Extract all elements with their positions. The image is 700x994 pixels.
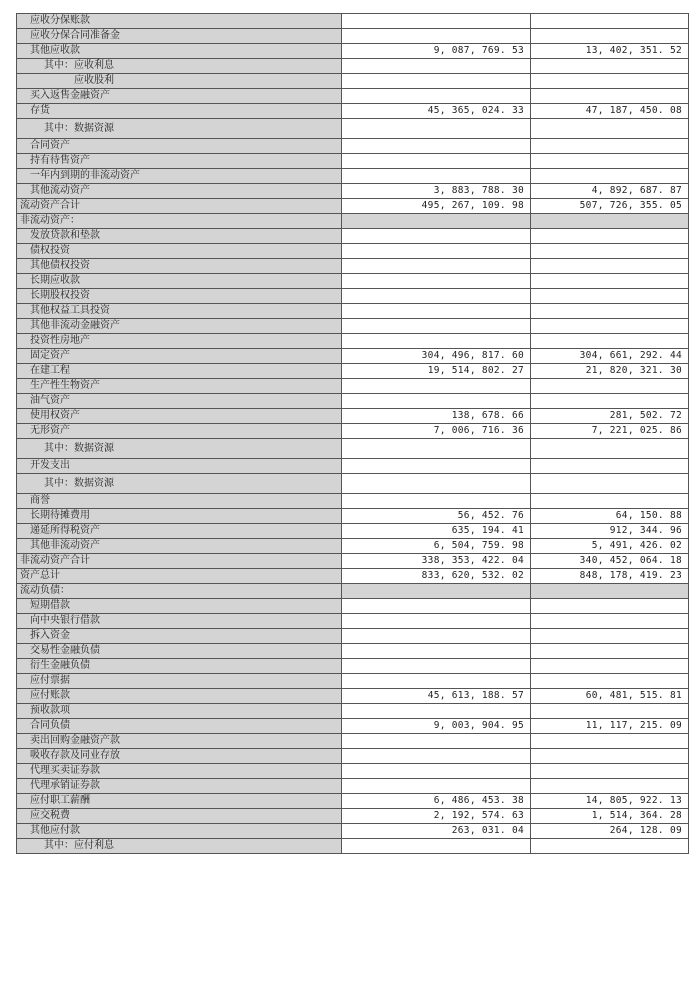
row-label: 长期待摊费用	[17, 509, 342, 524]
prior-period-value	[531, 494, 689, 509]
current-period-value: 635, 194. 41	[342, 524, 531, 539]
current-period-value	[342, 459, 531, 474]
current-period-value	[342, 59, 531, 74]
current-period-value: 56, 452. 76	[342, 509, 531, 524]
prior-period-value	[531, 154, 689, 169]
current-period-value	[342, 304, 531, 319]
row-label: 拆入资金	[17, 629, 342, 644]
table-row	[17, 169, 689, 184]
current-period-value	[342, 259, 531, 274]
row-label: 其中：应付利息	[17, 839, 342, 854]
prior-period-value	[531, 599, 689, 614]
row-label: 流动资产合计	[17, 199, 342, 214]
row-label: 其他权益工具投资	[17, 304, 342, 319]
current-period-value	[342, 244, 531, 259]
table-row	[17, 139, 689, 154]
table-row	[17, 439, 689, 459]
current-period-value	[342, 229, 531, 244]
prior-period-value	[531, 119, 689, 139]
prior-period-value	[531, 474, 689, 494]
current-period-value	[342, 169, 531, 184]
table-row	[17, 599, 689, 614]
current-period-value: 45, 613, 188. 57	[342, 689, 531, 704]
prior-period-value	[531, 259, 689, 274]
table-row	[17, 704, 689, 719]
current-period-value: 3, 883, 788. 30	[342, 184, 531, 199]
prior-period-value	[531, 644, 689, 659]
row-label: 其他非流动资产	[17, 539, 342, 554]
current-period-value	[342, 334, 531, 349]
row-label: 交易性金融负债	[17, 644, 342, 659]
current-period-value	[342, 704, 531, 719]
prior-period-value: 5, 491, 426. 02	[531, 539, 689, 554]
current-period-value	[342, 394, 531, 409]
current-period-value	[342, 779, 531, 794]
row-label: 代理买卖证券款	[17, 764, 342, 779]
row-label: 债权投资	[17, 244, 342, 259]
prior-period-value	[531, 14, 689, 29]
current-period-value	[342, 839, 531, 854]
row-label: 其他债权投资	[17, 259, 342, 274]
table-row	[17, 274, 689, 289]
prior-period-value	[531, 29, 689, 44]
current-period-value	[342, 749, 531, 764]
prior-period-value	[531, 734, 689, 749]
prior-period-value	[531, 394, 689, 409]
current-period-value	[342, 289, 531, 304]
row-label: 应付票据	[17, 674, 342, 689]
table-row	[17, 74, 689, 89]
prior-period-value: 60, 481, 515. 81	[531, 689, 689, 704]
prior-period-value: 264, 128. 09	[531, 824, 689, 839]
row-label: 资产总计	[17, 569, 342, 584]
row-label: 使用权资产	[17, 409, 342, 424]
current-period-value	[342, 379, 531, 394]
current-period-value	[342, 614, 531, 629]
current-period-value: 45, 365, 024. 33	[342, 104, 531, 119]
prior-period-value: 340, 452, 064. 18	[531, 554, 689, 569]
row-label: 在建工程	[17, 364, 342, 379]
prior-period-value	[531, 214, 689, 229]
row-label: 长期股权投资	[17, 289, 342, 304]
table-row	[17, 199, 689, 214]
row-label: 应收分保合同准备金	[17, 29, 342, 44]
row-label: 非流动资产：	[17, 214, 342, 229]
row-label: 应收股利	[17, 74, 342, 89]
table-row	[17, 524, 689, 539]
table-row	[17, 839, 689, 854]
table-row	[17, 89, 689, 104]
prior-period-value	[531, 319, 689, 334]
row-label: 应付账款	[17, 689, 342, 704]
table-row	[17, 379, 689, 394]
table-row	[17, 719, 689, 734]
prior-period-value	[531, 229, 689, 244]
row-label: 长期应收款	[17, 274, 342, 289]
table-row	[17, 304, 689, 319]
table-row	[17, 349, 689, 364]
row-label: 其中：数据资源	[17, 474, 342, 494]
row-label: 递延所得税资产	[17, 524, 342, 539]
current-period-value: 9, 087, 769. 53	[342, 44, 531, 59]
row-label: 合同负债	[17, 719, 342, 734]
prior-period-value	[531, 139, 689, 154]
current-period-value	[342, 674, 531, 689]
row-label: 商誉	[17, 494, 342, 509]
current-period-value	[342, 659, 531, 674]
current-period-value: 833, 620, 532. 02	[342, 569, 531, 584]
prior-period-value	[531, 59, 689, 74]
table-row	[17, 409, 689, 424]
table-row	[17, 809, 689, 824]
table-row	[17, 59, 689, 74]
row-label: 流动负债：	[17, 584, 342, 599]
table-row	[17, 394, 689, 409]
row-label: 短期借款	[17, 599, 342, 614]
prior-period-value: 21, 820, 321. 30	[531, 364, 689, 379]
table-row	[17, 494, 689, 509]
current-period-value: 338, 353, 422. 04	[342, 554, 531, 569]
row-label: 其他应收款	[17, 44, 342, 59]
current-period-value	[342, 14, 531, 29]
prior-period-value	[531, 674, 689, 689]
prior-period-value	[531, 764, 689, 779]
table-row	[17, 749, 689, 764]
current-period-value	[342, 494, 531, 509]
prior-period-value	[531, 169, 689, 184]
current-period-value	[342, 439, 531, 459]
table-row	[17, 259, 689, 274]
table-row	[17, 734, 689, 749]
row-label: 其他流动资产	[17, 184, 342, 199]
current-period-value	[342, 629, 531, 644]
table-row	[17, 14, 689, 29]
table-row	[17, 424, 689, 439]
table-row	[17, 824, 689, 839]
row-label: 买入返售金融资产	[17, 89, 342, 104]
current-period-value	[342, 139, 531, 154]
current-period-value	[342, 154, 531, 169]
table-row	[17, 44, 689, 59]
current-period-value: 495, 267, 109. 98	[342, 199, 531, 214]
current-period-value	[342, 29, 531, 44]
current-period-value: 6, 504, 759. 98	[342, 539, 531, 554]
prior-period-value: 47, 187, 450. 08	[531, 104, 689, 119]
prior-period-value	[531, 89, 689, 104]
table-row	[17, 779, 689, 794]
table-row	[17, 184, 689, 199]
prior-period-value: 7, 221, 025. 86	[531, 424, 689, 439]
row-label: 其中：数据资源	[17, 119, 342, 139]
table-row	[17, 474, 689, 494]
current-period-value	[342, 214, 531, 229]
current-period-value	[342, 734, 531, 749]
table-row	[17, 459, 689, 474]
row-label: 衍生金融负债	[17, 659, 342, 674]
row-label: 吸收存款及同业存放	[17, 749, 342, 764]
table-row	[17, 289, 689, 304]
prior-period-value	[531, 274, 689, 289]
table-row	[17, 794, 689, 809]
current-period-value	[342, 644, 531, 659]
prior-period-value	[531, 459, 689, 474]
current-period-value	[342, 319, 531, 334]
row-label: 开发支出	[17, 459, 342, 474]
prior-period-value: 11, 117, 215. 09	[531, 719, 689, 734]
prior-period-value: 912, 344. 96	[531, 524, 689, 539]
balance-sheet-body	[17, 14, 689, 854]
prior-period-value: 64, 150. 88	[531, 509, 689, 524]
table-row	[17, 104, 689, 119]
current-period-value: 263, 031. 04	[342, 824, 531, 839]
current-period-value: 9, 003, 904. 95	[342, 719, 531, 734]
table-row	[17, 229, 689, 244]
table-row	[17, 629, 689, 644]
table-row	[17, 29, 689, 44]
table-row	[17, 764, 689, 779]
prior-period-value	[531, 629, 689, 644]
row-label: 其中：应收利息	[17, 59, 342, 74]
table-row	[17, 364, 689, 379]
current-period-value	[342, 119, 531, 139]
current-period-value: 19, 514, 802. 27	[342, 364, 531, 379]
table-row	[17, 674, 689, 689]
current-period-value	[342, 599, 531, 614]
row-label: 发放贷款和垫款	[17, 229, 342, 244]
row-label: 应收分保账款	[17, 14, 342, 29]
prior-period-value	[531, 439, 689, 459]
row-label: 固定资产	[17, 349, 342, 364]
table-row	[17, 689, 689, 704]
row-label: 无形资产	[17, 424, 342, 439]
prior-period-value: 281, 502. 72	[531, 409, 689, 424]
row-label: 预收款项	[17, 704, 342, 719]
prior-period-value	[531, 244, 689, 259]
row-label: 生产性生物资产	[17, 379, 342, 394]
current-period-value	[342, 474, 531, 494]
current-period-value	[342, 89, 531, 104]
table-row	[17, 509, 689, 524]
prior-period-value	[531, 379, 689, 394]
row-label: 卖出回购金融资产款	[17, 734, 342, 749]
current-period-value: 138, 678. 66	[342, 409, 531, 424]
row-label: 应交税费	[17, 809, 342, 824]
prior-period-value	[531, 659, 689, 674]
prior-period-value	[531, 749, 689, 764]
table-row	[17, 154, 689, 169]
prior-period-value	[531, 289, 689, 304]
row-label: 油气资产	[17, 394, 342, 409]
row-label: 其他应付款	[17, 824, 342, 839]
section-header-row	[17, 214, 689, 229]
current-period-value	[342, 74, 531, 89]
row-label: 存货	[17, 104, 342, 119]
prior-period-value	[531, 614, 689, 629]
row-label: 代理承销证券款	[17, 779, 342, 794]
prior-period-value: 4, 892, 687. 87	[531, 184, 689, 199]
row-label: 应付职工薪酬	[17, 794, 342, 809]
prior-period-value	[531, 839, 689, 854]
table-row	[17, 319, 689, 334]
prior-period-value	[531, 334, 689, 349]
table-row	[17, 119, 689, 139]
table-row	[17, 554, 689, 569]
prior-period-value: 848, 178, 419. 23	[531, 569, 689, 584]
table-row	[17, 244, 689, 259]
section-header-row	[17, 584, 689, 599]
current-period-value	[342, 764, 531, 779]
prior-period-value: 507, 726, 355. 05	[531, 199, 689, 214]
row-label: 向中央银行借款	[17, 614, 342, 629]
prior-period-value	[531, 304, 689, 319]
current-period-value: 2, 192, 574. 63	[342, 809, 531, 824]
table-row	[17, 644, 689, 659]
prior-period-value	[531, 704, 689, 719]
row-label: 投资性房地产	[17, 334, 342, 349]
prior-period-value	[531, 584, 689, 599]
row-label: 其他非流动金融资产	[17, 319, 342, 334]
prior-period-value: 1, 514, 364. 28	[531, 809, 689, 824]
current-period-value: 6, 486, 453. 38	[342, 794, 531, 809]
current-period-value: 7, 006, 716. 36	[342, 424, 531, 439]
row-label: 合同资产	[17, 139, 342, 154]
row-label: 非流动资产合计	[17, 554, 342, 569]
balance-sheet-table	[16, 13, 689, 854]
row-label: 一年内到期的非流动资产	[17, 169, 342, 184]
table-row	[17, 334, 689, 349]
row-label: 其中：数据资源	[17, 439, 342, 459]
prior-period-value: 14, 805, 922. 13	[531, 794, 689, 809]
prior-period-value: 13, 402, 351. 52	[531, 44, 689, 59]
prior-period-value	[531, 74, 689, 89]
current-period-value	[342, 584, 531, 599]
table-row	[17, 539, 689, 554]
prior-period-value: 304, 661, 292. 44	[531, 349, 689, 364]
current-period-value: 304, 496, 817. 60	[342, 349, 531, 364]
prior-period-value	[531, 779, 689, 794]
table-row	[17, 569, 689, 584]
table-row	[17, 614, 689, 629]
row-label: 持有待售资产	[17, 154, 342, 169]
current-period-value	[342, 274, 531, 289]
table-row	[17, 659, 689, 674]
